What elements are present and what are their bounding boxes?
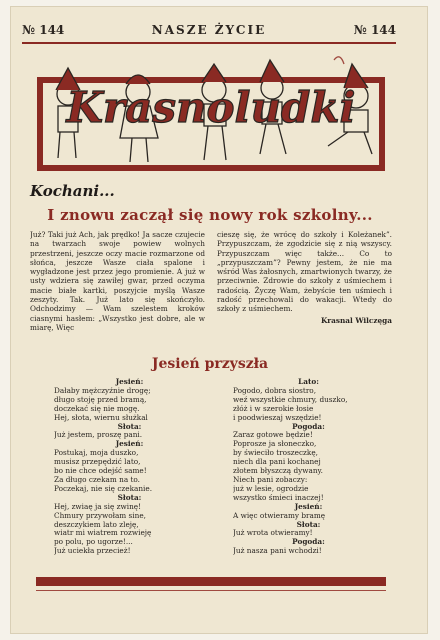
poem-line: by świeciło troszeczkę, [233, 449, 318, 458]
poem-line: Już nasza pani wchodzi! [233, 547, 322, 556]
headline: I znowu zaczął się nowy rok szkolny... [47, 206, 373, 224]
newspaper-page [10, 6, 428, 634]
poem-line: niech dla pani kochanej [233, 458, 321, 467]
masthead-art [34, 50, 388, 172]
poem-line: Dałaby mężczyźnie drogę; [54, 386, 151, 395]
letter-column-1 [30, 230, 205, 360]
poem-title: Jesień przyszła [151, 356, 269, 372]
poem-line: po polu, po ugorze!... [54, 538, 133, 547]
poem-line: bo nie chce odejść same! [54, 467, 147, 476]
header-divider [22, 42, 396, 44]
poem-line: doczekać się nie mogę. [54, 404, 140, 413]
poem-speaker: Pogoda: [292, 422, 325, 431]
poem-line: Chmury przywołam sine, [54, 511, 146, 520]
poem-line: Za długo czekam na to. [54, 475, 141, 484]
poem-line: Hej, zwiaę ja się zwinę! [54, 502, 142, 511]
poem-column-left [54, 378, 205, 568]
letter-column-2 [217, 230, 392, 360]
issue-number-right: № 144 [353, 23, 396, 37]
poem-speaker: Słota: [117, 493, 142, 502]
poem-line: złotem błyszczą dywany. [233, 467, 324, 476]
poem-line: już w lesie, ogrodzie [233, 484, 309, 493]
poem-line: wiatr mi wiatrem rozwieję [54, 529, 152, 538]
footer-divider-thin [36, 590, 386, 591]
poem-speaker: Jesień: [294, 502, 323, 511]
poem-speaker: Jesień: [115, 440, 144, 449]
poem-line: musisz przepędzić lato, [54, 458, 141, 467]
poem-line: złóż i w szerokie łosie [233, 404, 314, 413]
footer-divider [36, 577, 386, 586]
poem-line: Pogodo, dobra siostro, [233, 386, 317, 395]
poem-column-right [233, 378, 384, 568]
poem-line: Hej, słota, wiernu służkal [54, 413, 148, 422]
issue-number-left: № 144 [22, 23, 65, 37]
letter-text-2: cieszę się, że wrócę do szkoły i Koleżanek”. Przypuszczam, że zgodzicie się z nią wszyscy. Przypuszczam więc także... Co to „przypuszczam”? Pewny jestem, że nie ma wśród Was żałosnych, zmartwionych twarzy, że przeciwnie. Zdrowie do szkoły z uśmiechem i radością. Życzę Wam, żebyście ten uśmiech i radość przechowali do wakacji. Wtedy do szkoły z uśmiechem. [217, 230, 392, 314]
poem-line: Poprosze ja słoneczko, [233, 440, 317, 449]
letter-signature: Krasnal Wilczęga [320, 315, 392, 325]
letter-text-1: Już? Taki już Ach, jak prędko! Ja sacze czujecie na twarzach swoje powiew wolnych przestrzeni, jeszcze oczy macie rozmarzone od słońca, jeszcze Wasze ciała spalone i wygładzone jest przez jego promienie. A już w usty wdziera się zawiłej gwar, przed oczyma macie białe kartki, poszyjcie myślą Wasze zeszyty. Tak. Już lato się skończyło. Odchodzimy — Wam szelestem kroków ciasnymi hasłem: „Wszystko jest dobre, ale w miarę, Więc [30, 230, 205, 332]
poem [54, 378, 384, 568]
letter-columns [30, 230, 392, 360]
poem-line: i poodwieszaj wszędzie! [233, 413, 322, 422]
masthead-title: Krasnoludki [66, 83, 356, 132]
poem-line: Niech pani zobaczy: [233, 475, 308, 484]
page-header [22, 20, 396, 40]
poem-line: Zaraz gotowe będzie! [233, 431, 313, 440]
poem-line: wszystko śmieci inaczej! [233, 493, 324, 502]
poem-line: deszczykiem lato zleję, [54, 520, 139, 529]
poem-speaker: Słota: [117, 422, 142, 431]
poem-line: długo stoję przed bramą, [54, 395, 147, 404]
poem-speaker: Jesień: [115, 378, 144, 386]
poem-speaker: Słota: [296, 520, 321, 529]
masthead-illustration [34, 50, 388, 172]
poem-line: Postukaj, moja duszko, [54, 449, 139, 458]
poem-line: Już uciekła przecież! [54, 547, 131, 556]
poem-line: Poczekaj, nie się czekanie. [54, 484, 153, 493]
greeting: Kochani... [30, 182, 115, 200]
poem-speaker: Lato: [298, 378, 319, 386]
newspaper-title: NASZE ŻYCIE [151, 23, 267, 37]
poem-line: Już wrota otwieramy! [233, 529, 313, 538]
poem-line: A więc otwieramy bramę [233, 511, 326, 520]
poem-line: Już jestem, proszę pani. [54, 431, 143, 440]
poem-speaker: Pogoda: [292, 538, 325, 547]
poem-line: weź wszystkie chmury, duszko, [233, 395, 348, 404]
